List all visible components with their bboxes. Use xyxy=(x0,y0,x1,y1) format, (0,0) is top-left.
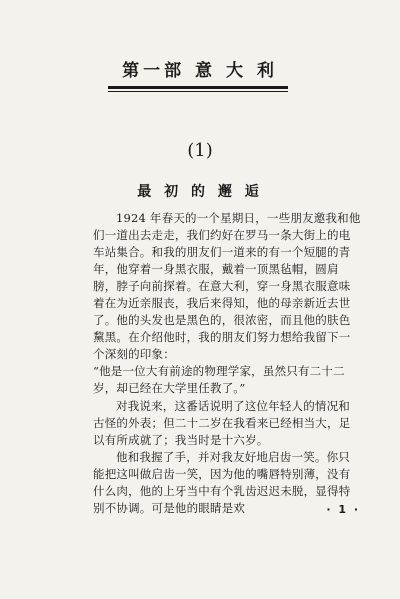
part-title: 第一部 意 大 利 xyxy=(122,61,278,81)
body-paragraph-4: 他和我握了手，并对我友好地启齿一笑。你只能把这叫做启齿一笑，因为他的嘴唇特别薄，没有什么肉，他的上牙当中有个乳齿迟迟未脱，显得特别不协调。可是他的眼睛是欢 xyxy=(93,450,351,515)
title-rule-thin xyxy=(108,91,288,92)
chapter-title: 最 初 的 邂 逅 xyxy=(137,184,263,200)
chapter-number: (1) xyxy=(187,140,213,161)
title-rule-thick xyxy=(108,86,288,89)
body-paragraph-2: “他是一位大有前途的物理学家，虽然只有二十二岁，却已经在大学里任教了。” xyxy=(93,364,345,395)
body-paragraph-1: 1924 年春天的一个星期日，一些朋友邀我和他们一道出去走走，我们约好在罗马一条大街上的电车站集合。和我的朋友们一道来的有一个短腿的青年，他穿着一身黑衣服，戴着一顶黑毡帽，圆肩膀，脖子向前探着。在意大利，穿一身黑衣服意味着在为近亲服丧，我后来得知，他的母亲新近去世了。他的头发也是黑色的，很浓密，而且他的肤色黧黑。在介绍他时，我的朋友们努力想给我留下一个深刻的印象： xyxy=(93,211,361,361)
page-number: · 1 · xyxy=(326,503,360,516)
body-paragraph-3: 对我说来，这番话说明了这位年轻人的情况和古怪的外表；但二十二岁在我看来已经相当大，足以有所成就了；我当时是十六岁。 xyxy=(93,399,351,447)
